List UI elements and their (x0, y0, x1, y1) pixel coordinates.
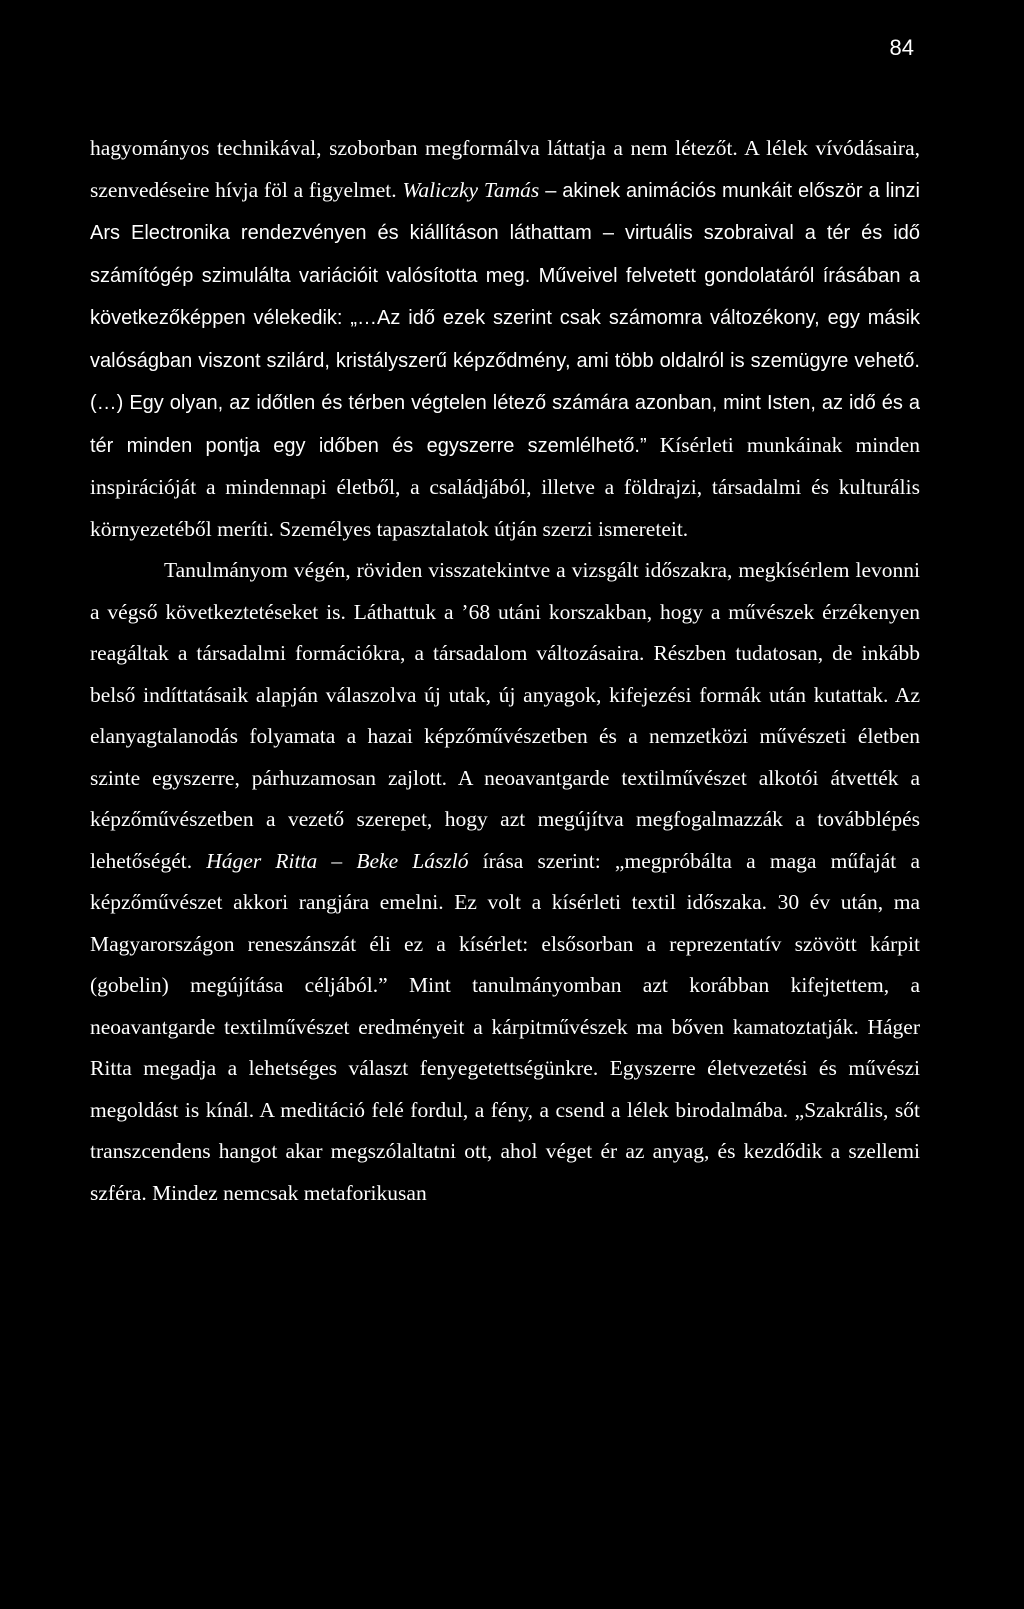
quoted-text-segment: – akinek animációs munkáit először a linzi Ars Electronika rendezvényen és kiállításon láthattam – virtuális szobraival a tér és idő számítógép szimulálta variációit valósította meg. Műveivel felvetett gondolatáról írásában a következőképpen vélekedik: „…Az idő ezek szerint csak számomra változékony, egy másik valóságban viszont szilárd, kristályszerű képződmény, ami több oldalról is szemügyre vehető.(…) Egy olyan, az időtlen és térben végtelen létező számára azonban, mint Isten, az idő és a tér minden pontja egy időben és egyszerre szemlélhető.” (90, 179, 920, 457)
paragraph-1 (90, 128, 920, 550)
body-text (90, 128, 920, 1214)
page-number: 84 (889, 35, 914, 60)
text-segment: Kísérleti munkáinak minden inspirációját a mindennapi életből, a családjából, illetve a földrajzi, társadalmi és kulturális környezetéből meríti. Személyes tapasztalatok útján szerzi ismereteit. (90, 432, 920, 541)
author-name-waliczky: Waliczky Tamás (402, 177, 540, 202)
author-name-hager: Háger Ritta (206, 848, 318, 873)
text-segment: – (317, 848, 357, 873)
paragraph-2 (90, 550, 920, 1214)
text-segment: hagyományos technikával, szoborban megformálva láttatja a nem létezőt. A lélek vívódásaira, szenvedéseire hívja föl a figyelmet. (90, 136, 920, 202)
text-segment: írása szerint: „megpróbálta a maga műfaját a képzőművészet akkori rangjára emelni. Ez volt a kísérleti textil időszaka. 30 év után, ma Magyarországon reneszánszát éli ez a kísérlet: elsősorban a reprezentatív szövött kárpit (gobelin) megújítása céljából.” Mint tanulmányomban azt korábban kifejtettem, a neoavantgarde textilművészet eredményeit a kárpitművészek ma bőven kamatoztatják. Háger Ritta megadja a lehetséges választ fenyegetettségünkre. Egyszerre életvezetési és művészi megoldást is kínál. A meditáció felé fordul, a fény, a csend a lélek birodalmába. „Szakrális, sőt transzcendens hangot akar megszólaltatni ott, ahol véget ér az anyag, és kezdődik a szellemi szféra. Mindez nemcsak metaforikusan (90, 848, 920, 1205)
text-segment: Tanulmányom végén, röviden visszatekintve a vizsgált időszakra, megkísérlem levonni a végső következtetéseket is. Láthattuk a ’68 utáni korszakban, hogy a művészek érzékenyen reagáltak a társadalmi formációkra, a társadalom változásaira. Részben tudatosan, de inkább belső indíttatásaik alapján válaszolva új utak, új anyagok, kifejezési formák után kutattak. Az elanyagtalanodás folyamata a hazai képzőművészetben és a nemzetközi művészeti életben szinte egyszerre, párhuzamosan zajlott. A neoavantgarde textilművészet alkotói átvették a képzőművészetben a vezető szerepet, hogy azt megújítva megfogalmazzák a továbblépés lehetőségét. (90, 558, 920, 873)
author-name-beke: Beke László (356, 848, 469, 873)
